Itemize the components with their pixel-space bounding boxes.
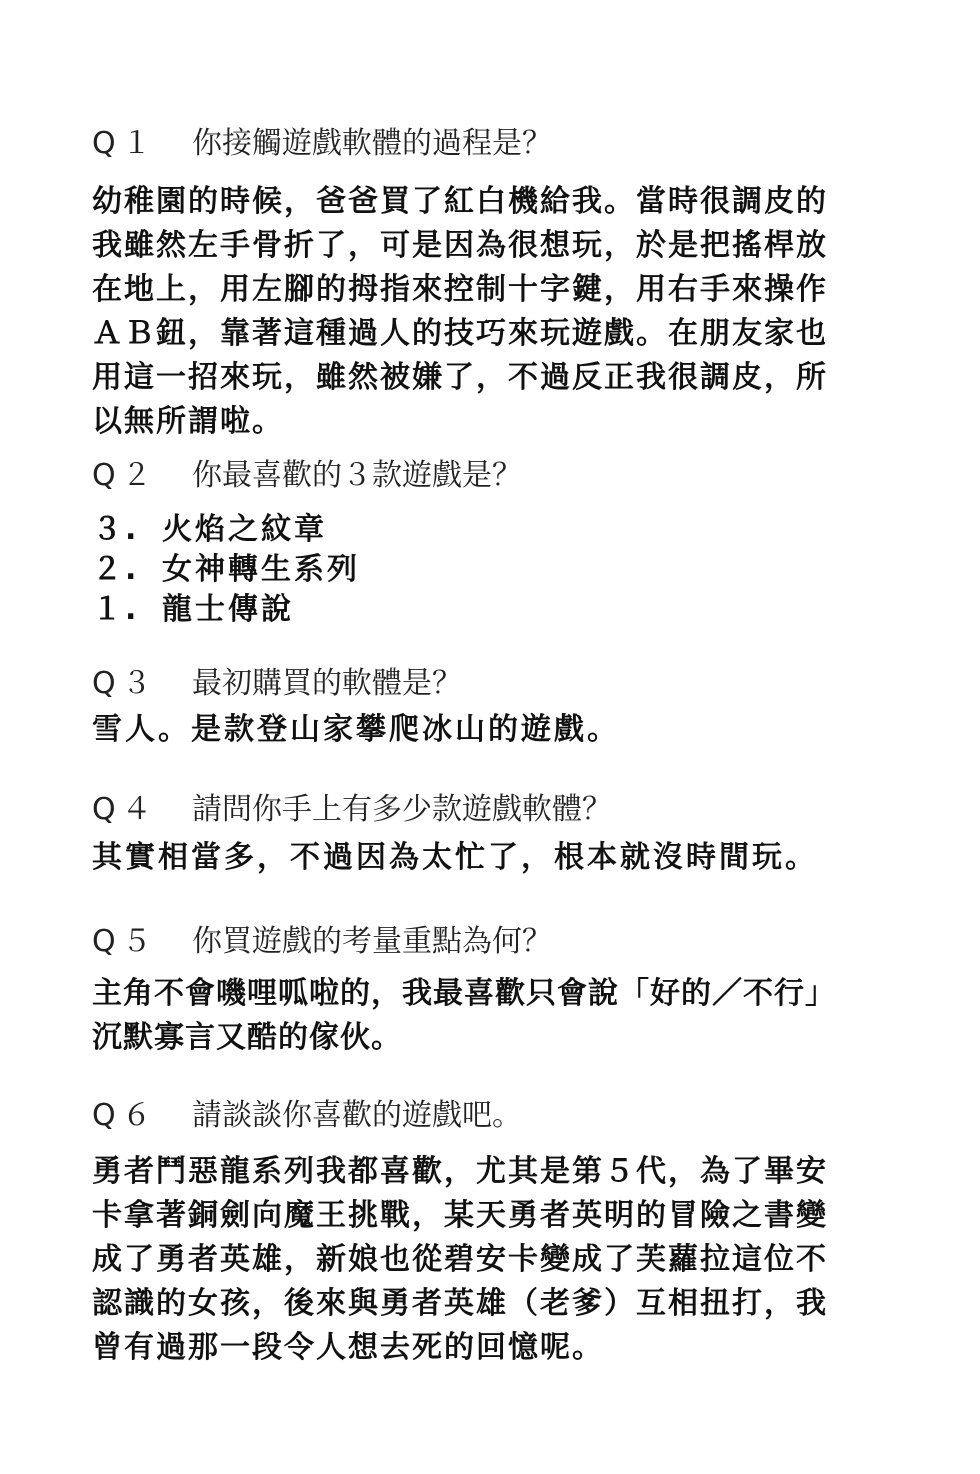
answer-line: 成了勇者英雄，新娘也從碧安卡變成了芙蘿拉這位不 [92,1242,828,1277]
answer-line: 雪人。是款登山家攀爬冰山的遊戲。 [92,712,620,747]
question-1 [92,124,882,164]
qa-block-1 [92,124,882,444]
answer-line: 沉默寡言又酷的傢伙。 [92,1020,402,1055]
answer-line: 主角不會嘰哩呱啦的，我最喜歡只會說「好的／不行」 [92,976,836,1011]
question-3 [92,664,882,704]
answer-line: 曾有過那一段令人想去死的回憶呢。 [92,1330,604,1365]
question-number: Q２ [92,458,158,493]
list-item [92,510,882,550]
list-title: 火焰之紋章 [162,512,327,547]
question-text: 你接觸遊戲軟體的過程是？ [192,126,552,161]
qa-block-5 [92,922,882,1060]
list-rank: ３. [92,512,140,547]
list-title: 女神轉生系列 [162,552,360,587]
list-title: 龍士傳說 [162,592,294,627]
qa-block-4 [92,790,882,880]
answer-line: 在地上，用左腳的拇指來控制十字鍵，用右手來操作 [92,272,828,307]
question-4 [92,790,882,830]
list-item [92,590,882,630]
question-text: 請談談你喜歡的遊戲吧。 [192,1098,522,1133]
question-number: Q３ [92,666,158,701]
question-text: 請問你手上有多少款遊戲軟體？ [192,792,612,827]
answer-1 [92,180,882,444]
question-number: Q１ [92,126,158,161]
question-6 [92,1096,882,1136]
answer-line: 其實相當多，不過因為太忙了，根本就沒時間玩。 [92,840,818,875]
answer-line: ＡＢ鈕，靠著這種過人的技巧來玩遊戲。在朋友家也 [92,316,828,351]
question-text: 你最喜歡的３款遊戲是？ [192,458,522,493]
qa-block-6 [92,1096,882,1370]
list-item [92,550,882,590]
answer-line: 勇者鬥惡龍系列我都喜歡，尤其是第５代，為了畢安 [92,1154,828,1189]
answer-line: 幼稚園的時候，爸爸買了紅白機給我。當時很調皮的 [92,184,828,219]
question-number: Q６ [92,1098,158,1133]
answer-line: 認識的女孩，後來與勇者英雄（老爹）互相扭打，我 [92,1286,828,1321]
question-number: Q５ [92,924,158,959]
answer-4 [92,836,882,880]
question-2 [92,456,882,496]
list-rank: １. [92,592,140,627]
answer-5 [92,972,882,1060]
answer-line: 我雖然左手骨折了，可是因為很想玩，於是把搖桿放 [92,228,828,263]
answer-line: 以無所謂啦。 [92,404,284,439]
question-5 [92,922,882,962]
qa-block-2 [92,456,882,630]
answer-3 [92,708,882,752]
question-text: 最初購買的軟體是？ [192,666,462,701]
question-text: 你買遊戲的考量重點為何？ [192,924,552,959]
top-games-list [92,510,882,630]
answer-line: 卡拿著銅劍向魔王挑戰，某天勇者英明的冒險之書變 [92,1198,828,1233]
qa-block-3 [92,664,882,752]
question-number: Q４ [92,792,158,827]
answer-line: 用這一招來玩，雖然被嫌了，不過反正我很調皮，所 [92,360,828,395]
answer-6 [92,1150,882,1370]
list-rank: ２. [92,552,140,587]
